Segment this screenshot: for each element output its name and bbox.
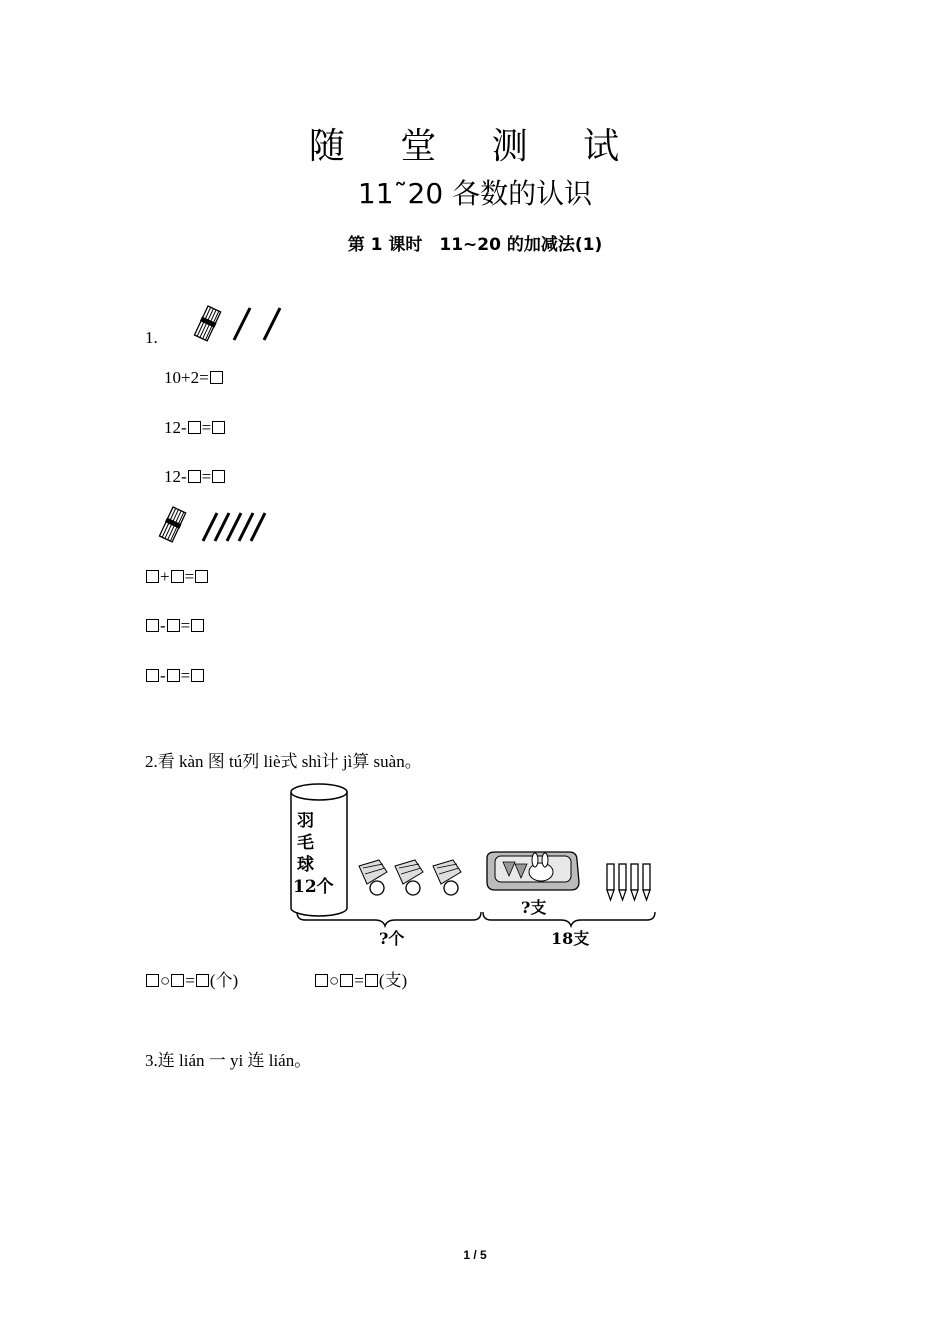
stick-icon — [234, 308, 250, 340]
shuttlecock-icon — [433, 860, 461, 895]
q1a-eq-1 — [164, 368, 224, 388]
sticks-bundle-10-plus-2 — [190, 300, 290, 348]
stick-icon — [239, 513, 253, 541]
answer-box[interactable] — [340, 974, 353, 987]
stick-icon — [264, 308, 280, 340]
answer-box[interactable] — [188, 421, 201, 434]
page-subtitle: 11˜20 各数的认识 — [357, 177, 593, 210]
eq-operator: - — [160, 666, 166, 685]
q1a-eq-3: 12- = — [164, 467, 226, 487]
pencil-icon — [619, 864, 626, 900]
answer-box[interactable] — [167, 669, 180, 682]
q1-number: 1. — [145, 328, 158, 347]
answer-box[interactable] — [171, 974, 184, 987]
q1b-eq-1: + = — [145, 567, 209, 587]
tube-label-3: 球 — [297, 855, 314, 875]
answer-box[interactable] — [212, 421, 225, 434]
answer-box[interactable] — [195, 570, 208, 583]
answer-box[interactable] — [146, 619, 159, 632]
q3-prompt: 3.连 lián 一 yi 连 lián。 — [145, 1051, 312, 1070]
q1a-eq-2: 12- = — [164, 418, 226, 438]
eq-text: 10+2= — [164, 368, 209, 387]
q1b-eq-3: - = — [145, 666, 205, 686]
brace-total — [483, 912, 655, 926]
q2-prompt: 2.看 kàn 图 tú列 liè式 shì计 jì算 suàn。 — [145, 752, 422, 771]
answer-box[interactable] — [188, 470, 201, 483]
label-question-pencils: ?支 — [521, 898, 547, 917]
label-total: 18支 — [551, 929, 590, 948]
shuttlecock-icon — [395, 860, 423, 895]
q1b-eq-2: - = — [145, 616, 205, 636]
unit-text: (支) — [378, 971, 408, 990]
pencil-icon — [607, 864, 614, 900]
stick-icon — [251, 513, 265, 541]
q2-answer-1: ○ = (个) — [145, 966, 238, 991]
answer-box[interactable] — [171, 570, 184, 583]
answer-box[interactable] — [365, 974, 378, 987]
unit-text: (个) — [209, 971, 239, 990]
page-title: 随 堂 测 试 — [308, 126, 642, 167]
lesson-heading: 第 1 课时 11~20 的加减法(1) — [347, 235, 603, 255]
eq-text: 12- — [164, 418, 187, 437]
answer-box[interactable] — [167, 619, 180, 632]
page-number: 1 / 5 — [463, 1248, 487, 1262]
pencil-icon — [631, 864, 638, 900]
answer-box[interactable] — [146, 974, 159, 987]
tube-label-1: 羽 — [297, 811, 314, 831]
eq-operator: + — [160, 567, 170, 586]
answer-box[interactable] — [212, 470, 225, 483]
stick-icon — [203, 513, 217, 541]
answer-box[interactable] — [191, 669, 204, 682]
stick-bundle-icon — [159, 507, 187, 543]
answer-box[interactable] — [146, 669, 159, 682]
pencil-icon — [643, 864, 650, 900]
answer-box[interactable] — [210, 371, 223, 384]
q2-answer-2: ○ = (支) — [314, 966, 407, 991]
sticks-bundle-10-plus-5 — [155, 505, 275, 547]
eq-text: 12- — [164, 467, 187, 486]
answer-box[interactable] — [146, 570, 159, 583]
stick-icon — [215, 513, 229, 541]
answer-box[interactable] — [196, 974, 209, 987]
stick-icon — [227, 513, 241, 541]
q2-illustration — [285, 776, 665, 952]
tube-label-2: 毛 — [297, 833, 314, 853]
label-question-count: ?个 — [379, 929, 405, 948]
pencil-box-icon — [487, 852, 579, 890]
answer-box[interactable] — [191, 619, 204, 632]
answer-box[interactable] — [315, 974, 328, 987]
stick-bundle-icon — [194, 306, 222, 342]
shuttlecock-icon — [359, 860, 387, 895]
eq-operator: - — [160, 616, 166, 635]
tube-label-4: 12个 — [293, 877, 334, 897]
shuttlecock-tube — [291, 784, 347, 916]
